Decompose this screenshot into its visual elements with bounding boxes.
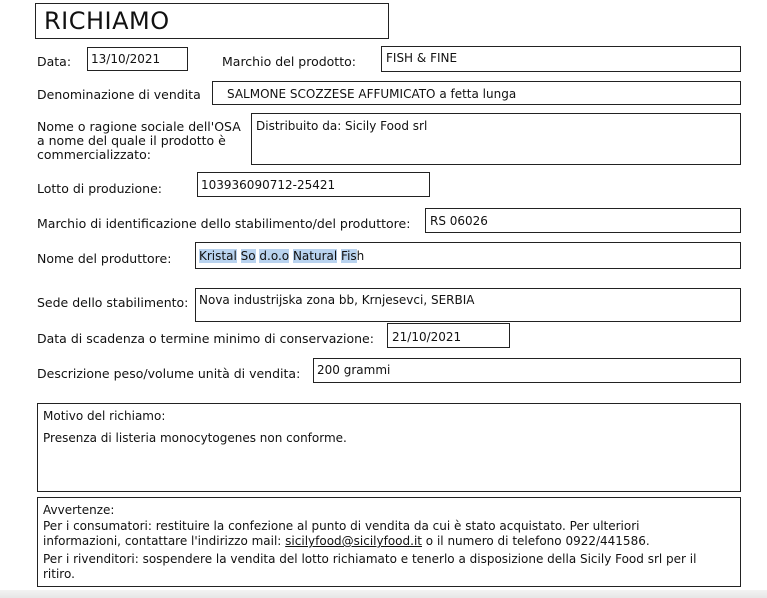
warnings-box [37, 497, 741, 587]
plant-site-label: Sede dello stabilimento: [37, 295, 189, 310]
osa-label-line-1: Nome o ragione sociale dell'OSA [37, 119, 241, 134]
osa-label-line-3: commercializzato: [37, 147, 151, 162]
osa-field[interactable] [251, 113, 741, 165]
producer-field[interactable] [195, 242, 741, 269]
batch-field[interactable] [197, 172, 430, 197]
osa-value: Distribuito da: Sicily Food srl [256, 119, 428, 133]
weight-field[interactable] [313, 358, 741, 383]
date-value: 13/10/2021 [91, 52, 161, 66]
recall-reason-text: Presenza di listeria monocytogenes non conforme. [43, 431, 347, 445]
expiry-value: 21/10/2021 [392, 330, 462, 344]
id-mark-value: RS 06026 [430, 214, 488, 228]
batch-value: 103936090712-25421 [201, 178, 336, 192]
page-title: RICHIAMO [35, 3, 389, 39]
expiry-field[interactable] [387, 323, 510, 348]
producer-label: Nome del produttore: [37, 251, 172, 266]
id-mark-field[interactable] [425, 208, 741, 233]
recall-reason-box [37, 403, 741, 492]
brand-field[interactable] [381, 46, 741, 72]
warnings-retailers-line-1: Per i rivenditori: sospendere la vendita del lotto richiamato e tenerlo a disposizione della Sicily Food srl per il [43, 552, 697, 566]
plant-site-field[interactable] [195, 288, 741, 322]
date-field[interactable] [87, 47, 188, 71]
expiry-label: Data di scadenza o termine minimo di conservazione: [37, 331, 374, 346]
weight-label: Descrizione peso/volume unità di vendita: [37, 366, 301, 381]
email-link[interactable]: sicilyfood@sicilyfood.it [285, 534, 422, 548]
date-label: Data: [37, 54, 72, 69]
brand-label: Marchio del prodotto: [222, 54, 356, 69]
page-bottom-edge [0, 590, 767, 598]
weight-value: 200 grammi [317, 363, 391, 377]
producer-value: Kristal So d.o.o Natural Fish [199, 249, 365, 263]
brand-value: FISH & FINE [386, 51, 458, 65]
warnings-heading: Avvertenze: [43, 503, 115, 517]
warnings-consumers-line-2: informazioni, contattare l'indirizzo mail: sicilyfood@sicilyfood.it o il numero di telefono 0922/441586. [43, 534, 650, 548]
id-mark-label: Marchio di identificazione dello stabilimento/del produttore: [37, 216, 411, 231]
recall-reason-heading: Motivo del richiamo: [43, 409, 166, 423]
batch-label: Lotto di produzione: [37, 181, 163, 196]
warnings-retailers-line-2: ritiro. [43, 567, 75, 581]
sales-name-label: Denominazione di vendita [37, 87, 201, 102]
sales-name-field[interactable] [212, 81, 741, 105]
sales-name-value: SALMONE SCOZZESE AFFUMICATO a fetta lunga [227, 87, 517, 101]
osa-label-line-2: a nome del quale il prodotto è [37, 133, 226, 148]
warnings-consumers-line-1: Per i consumatori: restituire la confezione al punto di vendita da cui è stato acquistato. Per ulteriori [43, 519, 640, 533]
plant-site-value: Nova industrijska zona bb, Krnjesevci, SERBIA [199, 293, 475, 307]
